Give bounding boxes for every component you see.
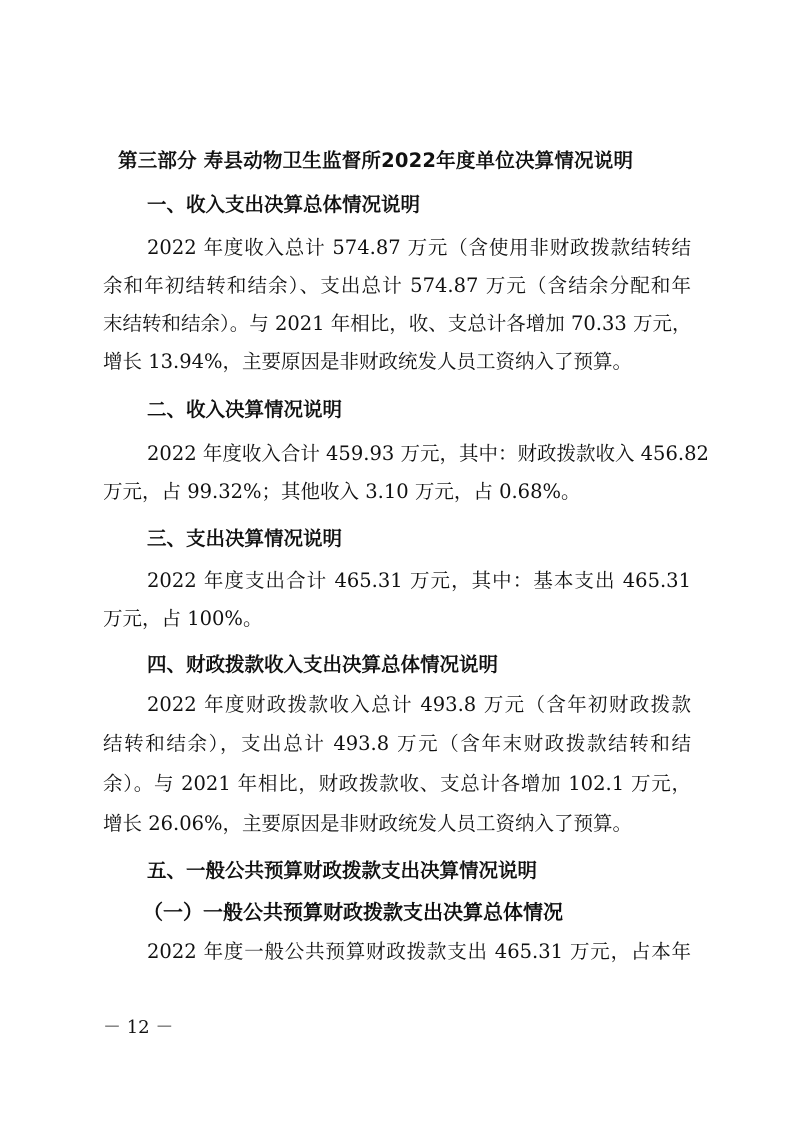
paragraph-line: 2022 年度财政拨款收入总计 493.8 万元（含年初财政拨款 — [147, 693, 691, 716]
paragraph-line: 余）。与 2021 年相比，财政拨款收、支总计各增加 102.1 万元， — [103, 772, 691, 795]
paragraph-line: 万元，占 100%。 — [103, 607, 263, 630]
paragraph-line: 末结转和结余）。与 2021 年相比，收、支总计各增加 70.33 万元， — [103, 312, 692, 335]
section-heading: 二、收入决算情况说明 — [147, 398, 343, 421]
section-heading: 三、支出决算情况说明 — [147, 527, 343, 550]
paragraph-line: 增长 13.94%，主要原因是非财政统发人员工资纳入了预算。 — [103, 350, 633, 373]
paragraph-line: 2022 年度支出合计 465.31 万元，其中：基本支出 465.31 — [147, 569, 691, 592]
section-heading: 四、财政拨款收入支出决算总体情况说明 — [147, 653, 499, 676]
paragraph-line: 增长 26.06%，主要原因是非财政统发人员工资纳入了预算。 — [103, 812, 633, 835]
paragraph-line: 万元，占 99.32%；其他收入 3.10 万元，占 0.68%。 — [103, 480, 581, 503]
document-title: 第三部分 寿县动物卫生监督所2022年度单位决算情况说明 — [118, 149, 634, 172]
section-subheading: （一）一般公共预算财政拨款支出决算总体情况 — [143, 900, 563, 924]
section-heading: 一、收入支出决算总体情况说明 — [147, 193, 421, 216]
paragraph-line: 2022 年度收入合计 459.93 万元，其中：财政拨款收入 456.82 — [147, 442, 709, 465]
paragraph-line: 2022 年度一般公共预算财政拨款支出 465.31 万元，占本年 — [147, 940, 691, 963]
paragraph-line: 2022 年度收入总计 574.87 万元（含使用非财政拨款结转结 — [147, 236, 691, 259]
paragraph-line: 余和年初结转和结余）、支出总计 574.87 万元（含结余分配和年 — [103, 274, 691, 297]
page-number: － 12 － — [103, 1017, 174, 1038]
paragraph-line: 结转和结余），支出总计 493.8 万元（含年末财政拨款结转和结 — [103, 732, 691, 755]
section-heading: 五、一般公共预算财政拨款支出决算情况说明 — [147, 859, 538, 882]
